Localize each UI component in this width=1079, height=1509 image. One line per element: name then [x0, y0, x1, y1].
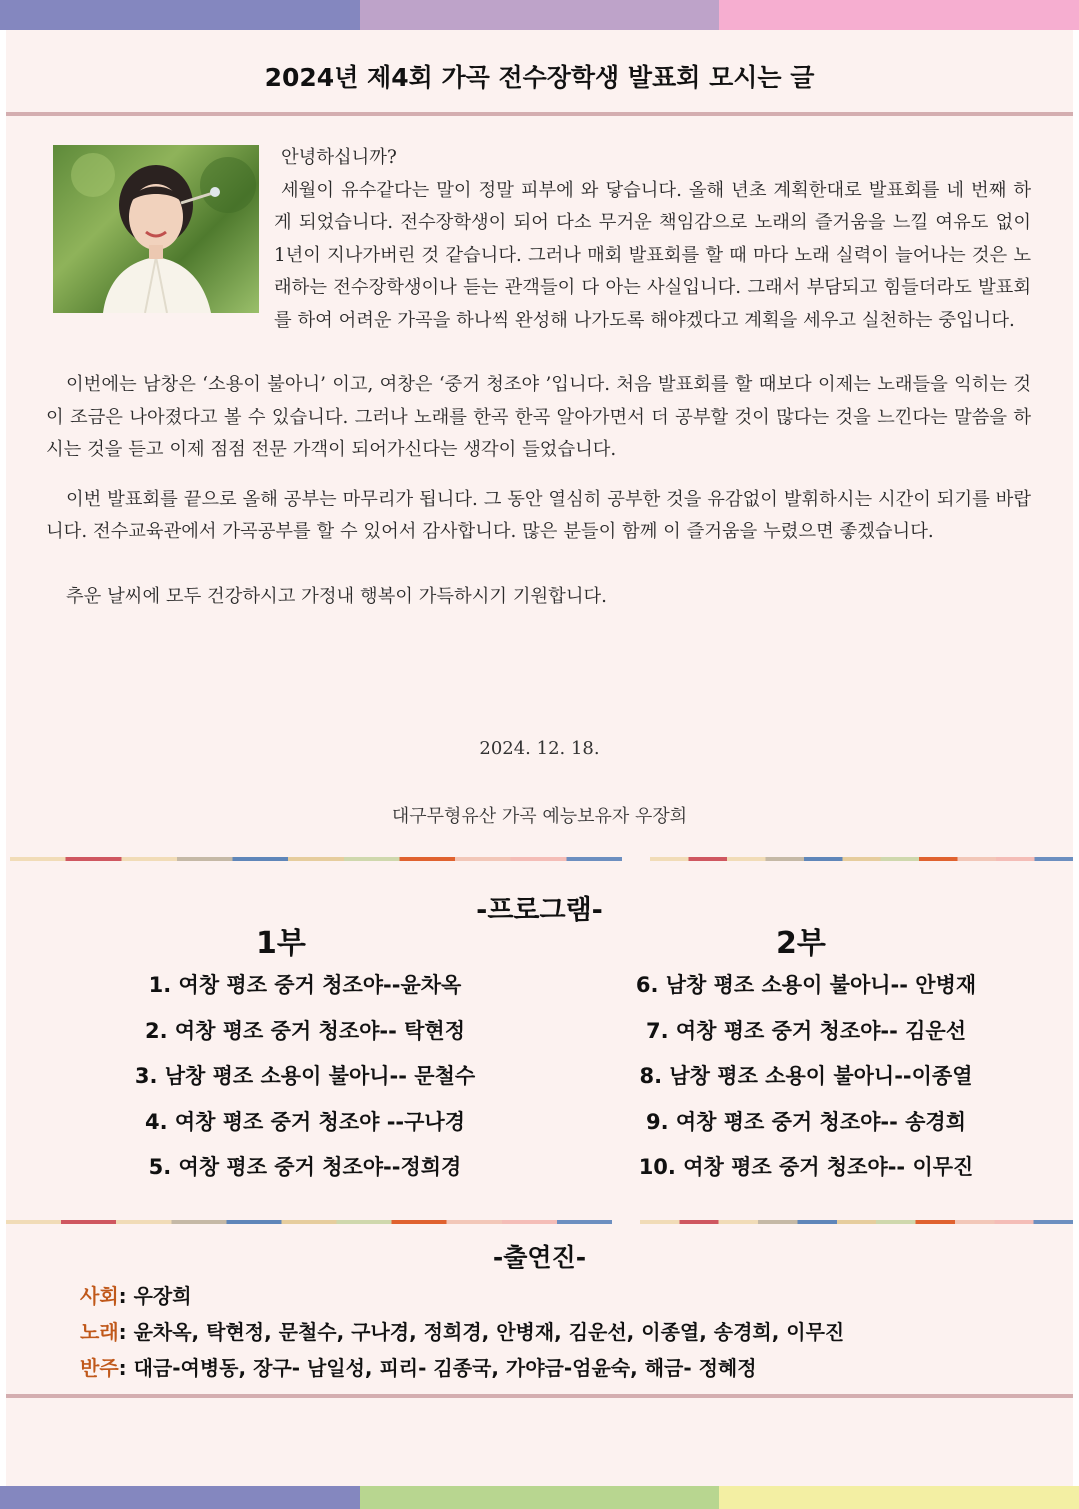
bottom-bar-segment [719, 1486, 1079, 1509]
part-2-label: 2부 [776, 926, 826, 961]
closing-wish: 추운 날씨에 모두 건강하시고 가정내 행복이 가득하시기 기원합니다. [66, 585, 607, 607]
program-item: 10. 여창 평조 중거 청조야-- 이무진 [638, 1155, 974, 1179]
top-color-bar [0, 0, 1079, 30]
accompaniment-names: : 대금-여병동, 장구- 남일성, 피리- 김종국, 가야금-엄윤숙, 해금- 정혜정 [118, 1356, 757, 1380]
bottom-bar-segment [0, 1486, 360, 1509]
part-1-list [90, 963, 520, 1191]
singers-label: 노래 [80, 1320, 119, 1344]
program-item: 3. 남창 평조 소용이 불아니-- 문철수 [134, 1064, 476, 1088]
top-bar-segment [360, 0, 720, 30]
program-item: 4. 여창 평조 중거 청조야 --구나경 [144, 1109, 465, 1134]
letter-paragraph: 이번에는 남창은 ‘소용이 불아니’ 이고, 여창은 ‘중거 청조야 ’입니다. 처음 발표회를 할 때보다 이제는 노래들을 익히는 것이 조금은 나아졌다고 볼 수 있습니다. 그러나 노래를 한곡 한곡 알아가면서 더 공부할 것이 많다는 것을 느낀다는 말씀을 하시는 것을 듣고 이제 점점 전문 가객이 되어가신다는 생각이 들었습니다. [46, 374, 1031, 460]
decorative-divider [6, 1220, 612, 1224]
bottom-rule [6, 1394, 1073, 1398]
bottom-bar-segment [360, 1486, 720, 1509]
accompaniment-label: 반주 [80, 1356, 119, 1380]
cast-accomp-row [80, 1350, 844, 1386]
letter-signature: 대구무형유산 가곡 예능보유자 우장희 [391, 806, 688, 827]
invitation-page [6, 30, 1073, 1486]
program-item: 5. 여창 평조 중거 청조야--정희경 [148, 1155, 462, 1179]
top-bar-segment [0, 0, 360, 30]
decorative-divider [650, 857, 1073, 861]
host-name: : 우장희 [118, 1284, 192, 1308]
greeting: 안녕하십니까? [281, 147, 397, 168]
part-2-list [586, 963, 1026, 1191]
program-item: 6. 남창 평조 소용이 불아니-- 안병재 [635, 973, 977, 997]
top-bar-segment [719, 0, 1079, 30]
program-item: 2. 여창 평조 중거 청조야-- 탁현정 [144, 1018, 465, 1043]
program-item: 7. 여창 평조 중거 청조야-- 김운선 [645, 1018, 966, 1043]
decorative-divider [640, 1220, 1073, 1224]
cast-singers-row [80, 1314, 844, 1350]
program-item: 8. 남창 평조 소용이 불아니--이종열 [639, 1064, 973, 1088]
cast-host-row [80, 1278, 844, 1314]
decorative-divider [10, 857, 622, 861]
host-label: 사회 [80, 1284, 119, 1308]
bottom-color-bar [0, 1486, 1079, 1509]
part-1-label: 1부 [256, 926, 306, 961]
page-title: 2024년 제4회 가곡 전수장학생 발표회 모시는 글 [264, 63, 815, 92]
cast-title: -출연진- [492, 1243, 587, 1272]
letter-paragraph: 세월이 유수같다는 말이 정말 피부에 와 닿습니다. 올해 년초 계획한대로 발표회를 네 번째 하게 되었습니다. 전수장학생이 되어 다소 무거운 책임감으로 노래의 즐거움을 느낄 여유도 없이 1년이 지나가버린 것 같습니다. 그러나 매회 발표회를 할 때 마다 노래 실력이 늘어나는 것은 노래하는 전수장학생이나 듣는 관객들이 다 아는 사실입니다. 그래서 부담되고 힘들더라도 발표회를 하여 어려운 가곡을 하나씩 완성해 나가도록 해야겠다고 계획을 세우고 실천하는 중입니다. [274, 179, 1031, 331]
singers-names: : 윤차옥, 탁현정, 문철수, 구나경, 정희경, 안병재, 김운선, 이종열, 송경희, 이무진 [118, 1320, 845, 1344]
invitation-letter [46, 142, 1031, 613]
title-rule [6, 112, 1073, 116]
cast-list [80, 1278, 844, 1386]
program-item: 9. 여창 평조 중거 청조야-- 송경희 [645, 1109, 966, 1134]
letter-paragraph: 이번 발표회를 끝으로 올해 공부는 마무리가 됩니다. 그 동안 열심히 공부한 것을 유감없이 발휘하시는 시간이 되기를 바랍니다. 전수교육관에서 가곡공부를 할 수 있어서 감사합니다. 많은 분들이 함께 이 즐거움을 누렸으면 좋겠습니다. [46, 488, 1031, 542]
program-item: 1. 여창 평조 중거 청조야--윤차옥 [148, 973, 462, 997]
program-title: -프로그램- [476, 895, 603, 926]
letter-date: 2024. 12. 18. [479, 738, 600, 759]
